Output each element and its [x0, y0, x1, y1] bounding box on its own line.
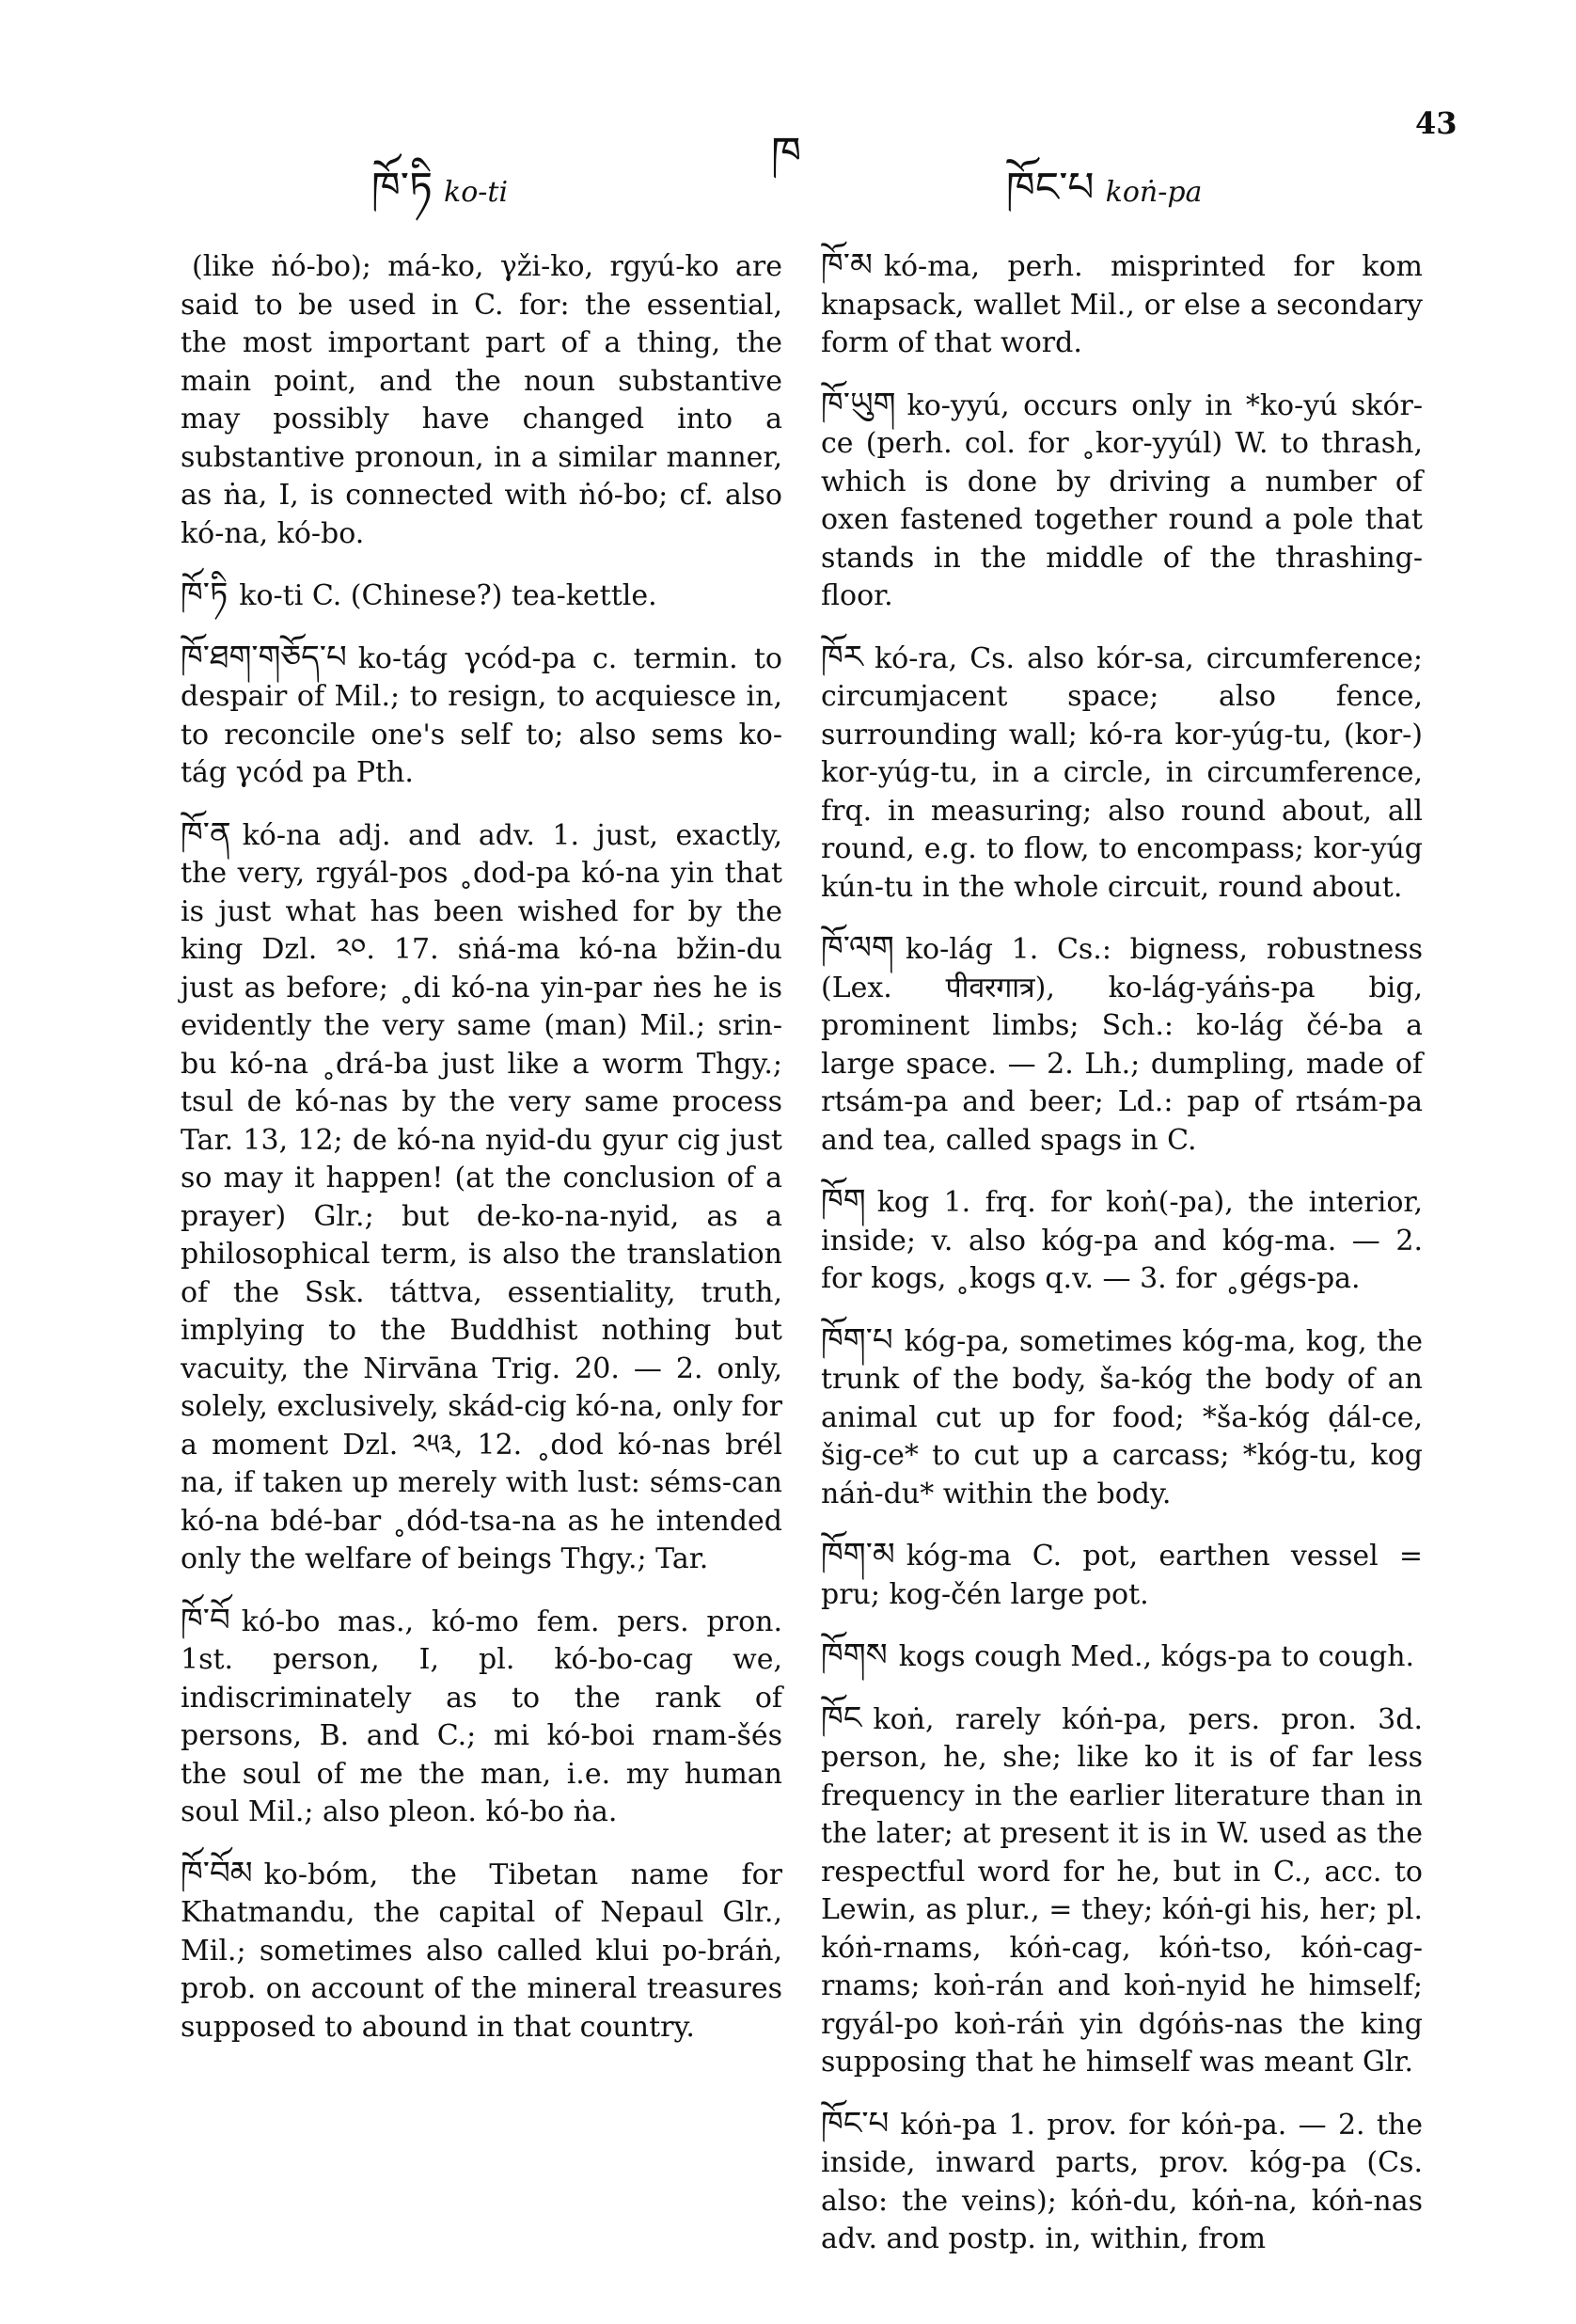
entry-headword: ཁོག་པ [821, 1320, 893, 1359]
entry [181, 246, 782, 553]
entry-text: ko-yyú, occurs only in *ko-yú skór-ce (perh. col. for ˳kor-yyúl) W. to thrash, which is done by driving a number of oxen fastened together round a pole that stands in the middle of the thrashing-floor. [821, 388, 1423, 612]
entry-text: kó-bo mas., kó-mo fem. pers. pron. 1st. person, I, pl. kó-bo-cag we, indiscriminately as to the rank of persons, B. and C.; mi kó-boi rnam-šés the soul of me the man, i.e. my human soul Mil.; also pleon. kó-bo ṅa. [181, 1605, 782, 1828]
entry-headword: ཁོ་མ [821, 246, 873, 284]
entry [181, 639, 782, 793]
entry [821, 1536, 1423, 1614]
entry-headword: ཁོ་བོ [181, 1601, 230, 1639]
entry-text: (like ṅó-bo); má-ko, γži-ko, rgyú-ko are said to be used in C. for: the essential, the most important part of a thing, the main point, and the noun substantive may possibly have changed into a substantive pronoun, in a similar manner, as ṅa, I, is connected with ṅó-bo; cf. also kó-na, kó-bo. [181, 250, 782, 550]
entry-headword: ཁོ་ན [181, 814, 231, 853]
running-header-left [371, 141, 508, 258]
right-column [821, 246, 1423, 2282]
entry-headword: ཁོ་ཏི [181, 576, 229, 613]
entry-text: ko-bóm, the Tibetan name for Khatmandu, the capital of Nepaul Glr., Mil.; sometimes also called klui po-bráṅ, prob. on account of the mineral treasures supposed to abound in that country. [181, 1858, 782, 2044]
entry-text: kó-ma, perh. misprinted for kom knapsack, wallet Mil., or else a secondary form of that word. [821, 250, 1423, 359]
entry [821, 386, 1423, 616]
entry [181, 576, 782, 616]
entry-headword: ཁོར [821, 638, 863, 676]
entry [821, 1700, 1423, 2082]
entry-text: ko-ti C. (Chinese?) tea-kettle. [239, 579, 657, 612]
entry-headword: ཁོང [821, 1699, 862, 1737]
entry [181, 1602, 782, 1832]
header-left-tibetan: ཁོ་ཏི [371, 164, 433, 212]
entry [821, 246, 1423, 363]
entry [821, 929, 1423, 1160]
entry-headword: ཁོགས [821, 1636, 888, 1674]
entry-headword: ཁོང་པ [821, 2104, 890, 2142]
entry-text: kog 1. frq. for koṅ(-pa), the interior, inside; v. also kóg-pa and kóg-ma. — 2. for kogs, ˳kogs q.v. — 3. for ˳gégs-pa. [821, 1186, 1423, 1295]
header-center-letter: ཁ [771, 127, 802, 178]
entry-headword: ཁོག་མ [821, 1536, 895, 1573]
entry-text: kóg-pa, sometimes kóg-ma, kog, the trunk of the body, ša-kóg the body of an animal cut up for food; *ša-kóg ḍál-ce, šig-ce* to cut up a carcass; *kóg-tu, kog náṅ-du* within the body. [821, 1324, 1423, 1510]
entry-text: ko-tág γcód-pa c. termin. to despair of Mil.; to resign, to acquiesce in, to reconcile one's self to; also sems ko-tág γcód pa Pth. [181, 641, 782, 789]
running-header-right [1006, 141, 1202, 258]
entry [821, 639, 1423, 908]
entry-text: koṅ, rarely kóṅ-pa, pers. pron. 3d. person, he, she; like ko it is of far less frequency in the earlier literature than in the later; at present it is in W. used as the respectful word for he, but in C., acc. to Lewin, as plur., = they; kóṅ-gi his, her; pl. kóṅ-rnams, kóṅ-cag, kóṅ-tso, kóṅ-cag-rnams; koṅ-rán and koṅ-nyid he himself; rgyál-po koṅ-ráṅ yin dgóṅs-nas the king supposing that he himself was meant Glr. [821, 1702, 1423, 2079]
entry-headword: ཁོ་ལག [821, 929, 894, 967]
entry-text: kóṅ-pa 1. prov. for kóṅ-pa. — 2. the inside, inward parts, prov. kóg-pa (Cs. also: the veins); kóṅ-du, kóṅ-na, kóṅ-nas adv. and postp. in, within, from [821, 2108, 1423, 2255]
entry [821, 1321, 1423, 1514]
entry-text: ko-lág 1. Cs.: bigness, robustness (Lex. पीवरगात्र), ko-lág-yáṅs-pa big, prominent limbs; Sch.: ko-lág čé-ba a large space. — 2. Lh.; dumpling, made of rtsám-pa and beer; Ld.: pap of rtsám-pa and tea, called spags in C. [821, 933, 1423, 1157]
header-left-roman: ko-ti [444, 176, 509, 209]
entry-headword: ཁོག [821, 1182, 866, 1220]
header-right-tibetan: ཁོང་པ [1006, 164, 1095, 212]
entry [181, 1855, 782, 2047]
entry-headword: ཁོ་ཐག་གཅོད་པ [181, 638, 347, 676]
entry-text: kogs cough Med., kógs-pa to cough. [898, 1640, 1415, 1673]
entry-text: kó-na adj. and adv. 1. just, exactly, the very, rgyál-pos ˳dod-pa kó-na yin that is just what has been wished for by the king Dzl. ༢༠. 17. sṅá-ma kó-na bžin-du just as before; ˳di kó-na yin-par ṅes he is evidently the very same (man) Mil.; srin-bu kó-na ˳drá-ba just like a worm Thgy.; tsul de kó-nas by the very same process Tar. 13, 12; de kó-na nyid-du gyur cig just so may it happen! (at the conclusion of a prayer) Glr.; but de-ko-na-nyid, as a philosophical term, is also the translation of the Ssk. táttva, essentiality, truth, implying to the Buddhist nothing but vacuity, the Nirvāna Trig. 20. — 2. only, solely, exclusively, skád-cig kó-na, only for a moment Dzl. ༢༥༣, 12. ˳dod kó-nas brél na, if taken up merely with lust: séms-can kó-na bdé-bar ˳dód-tsa-na as he intended only the welfare of beings Thgy.; Tar. [181, 818, 782, 1575]
entry-headword: ཁོ་བོམ [181, 1854, 253, 1892]
entry-headword: ཁོ་ཡུག [821, 385, 896, 423]
header-right-roman: koṅ-pa [1105, 176, 1203, 209]
entry [821, 1182, 1423, 1299]
entry-text: kó-ra, Cs. also kór-sa, circumference; circumjacent space; also fence, surrounding wall; kó-ra kor-yúg-tu, (kor-) kor-yúg-tu, in a circle, in circumference, frq. in measuring; also round about, all round, e.g. to flow, to encompass; kor-yúg kún-tu in the whole circuit, round about. [821, 641, 1423, 904]
left-column [181, 246, 782, 2069]
entry [821, 1636, 1423, 1677]
entry [821, 2105, 1423, 2259]
entry [181, 815, 782, 1579]
page-number: 43 [1415, 105, 1458, 141]
entry-text: kóg-ma C. pot, earthen vessel = pru; kog-čén large pot. [821, 1540, 1423, 1611]
